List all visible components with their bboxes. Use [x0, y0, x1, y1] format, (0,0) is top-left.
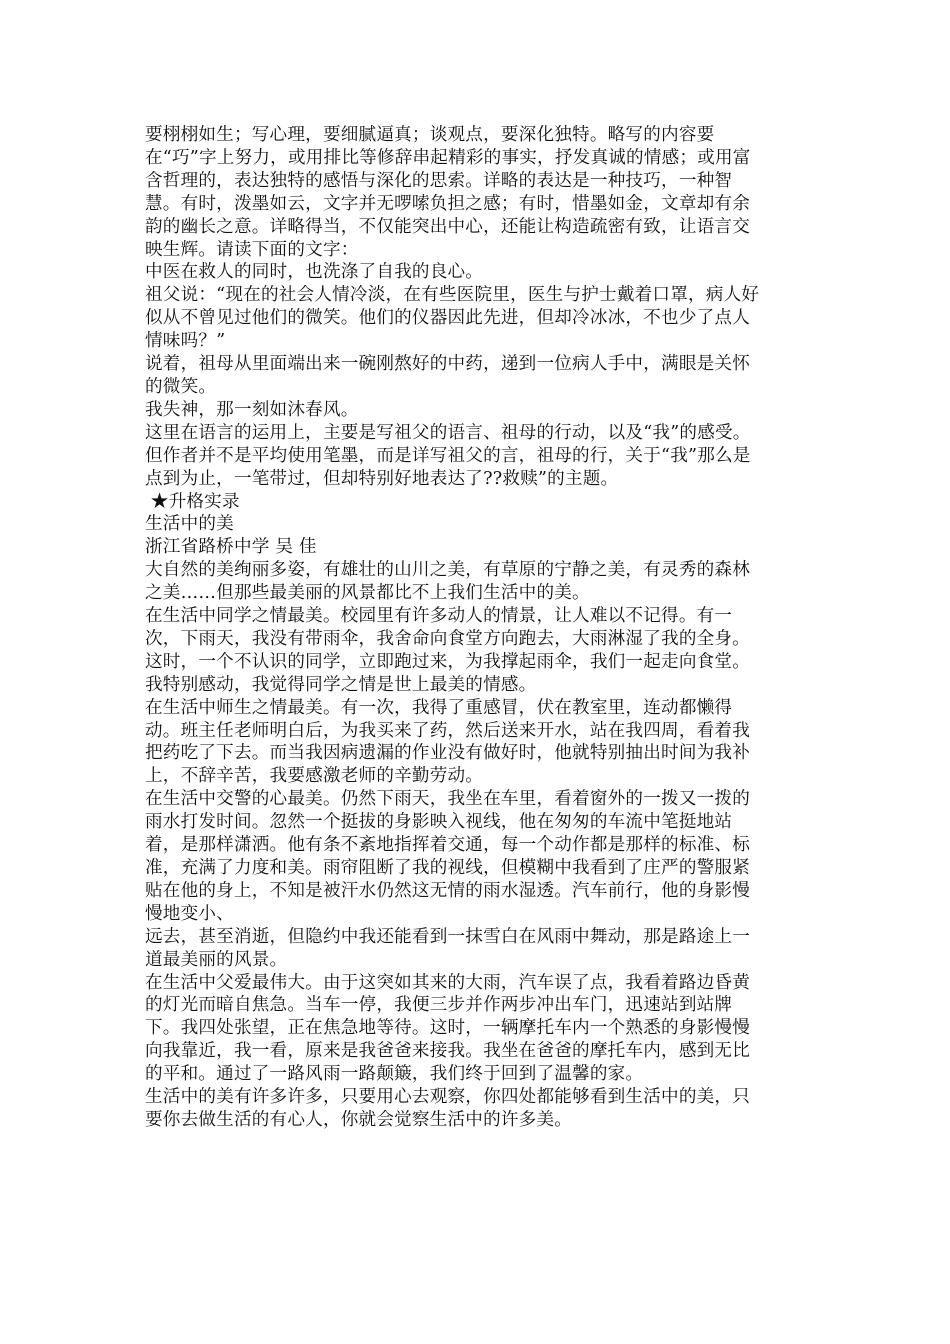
text-line: 贴在他的身上，不知是被汗水仍然这无情的雨水湿透。汽车前行，他的身影慢: [145, 880, 750, 901]
text-line: 下。我四处张望，正在焦急地等待。这时，一辆摩托车内一个熟悉的身影慢慢: [145, 1018, 750, 1039]
text-line: 在生活中父爱最伟大。由于这突如其来的大雨，汽车误了点，我看着路边昏黄: [145, 972, 750, 993]
text-line: 次，下雨天，我没有带雨伞，我舍命向食堂方向跑去，大雨淋湿了我的全身。: [145, 628, 750, 649]
text-line: 含哲理的，表达独特的感悟与深化的思索。详略的表达是一种技巧，一种智: [145, 170, 733, 191]
text-line: 点到为止，一笔带过，但却特别好地表达了??救赎”的主题。: [145, 468, 619, 489]
text-line: 似从不曾见过他们的微笑。他们的仪器因此先进，但却冷冰冰，不也少了点人: [145, 308, 750, 329]
text-line: 在生活中师生之情最美。有一次，我得了重感冒，伏在教室里，连动都懒得: [145, 697, 733, 718]
text-line: 我特别感动，我觉得同学之情是世上最美的情感。: [145, 674, 537, 695]
document-body: [145, 124, 810, 1132]
text-line: 道最美丽的风景。: [145, 949, 288, 970]
text-line: 之美……但那些最美丽的风景都比不上我们生活中的美。: [145, 583, 590, 604]
text-line: 的灯光而暗自焦急。当车一停，我便三步并作两步冲出车门，迅速站到站牌: [145, 995, 733, 1016]
text-line: 慧。有时，泼墨如云，文字并无啰嗦负担之感；有时，惜墨如金，文章却有余: [145, 193, 750, 214]
text-line: 的微笑。: [145, 376, 217, 397]
text-line: 远去，甚至消逝，但隐约中我还能看到一抹雪白在风雨中舞动，那是路途上一: [145, 926, 750, 947]
text-line: 雨水打发时间。忽然一个挺拔的身影映入视线，他在匆匆的车流中笔挺地站: [145, 812, 733, 833]
text-line: 要你去做生活的有心人，你就会觉察生活中的许多美。: [145, 1109, 573, 1130]
text-line: 慢地变小、: [145, 903, 234, 924]
text-line: 这时，一个不认识的同学，立即跑过来，为我撑起雨伞，我们一起走向食堂。: [145, 651, 750, 672]
text-line: 在生活中同学之情最美。校园里有许多动人的情景，让人难以不记得。有一: [145, 606, 733, 627]
text-line: 的平和。通过了一路风雨一路颠簸，我们终于回到了温馨的家。: [145, 1064, 644, 1085]
text-line: 中医在救人的同时，也洗涤了自我的良心。: [145, 262, 484, 283]
text-line: 韵的幽长之意。详略得当，不仅能突出中心，还能让构造疏密有致，让语言交: [145, 216, 750, 237]
text-line: 这里在语言的运用上，主要是写祖父的语言、祖母的行动，以及“我”的感受。: [145, 422, 751, 443]
text-line: 在“巧”字上努力，或用排比等修辞串起精彩的事实，抒发真诚的情感；或用富: [145, 147, 751, 168]
text-line: 把药吃了下去。而当我因病遗漏的作业没有做好时，他就特别抽出时间为我补: [145, 743, 750, 764]
text-line: 着，是那样潇洒。他有条不紊地指挥着交通，每一个动作都是那样的标准、标: [145, 835, 750, 856]
text-line: 准，充满了力度和美。雨帘阻断了我的视线，但模糊中我看到了庄严的警服紧: [145, 858, 750, 878]
text-line: 生活中的美有许多许多，只要用心去观察，你四处都能够看到生活中的美，只: [145, 1087, 750, 1108]
text-line: 大自然的美绚丽多姿，有雄壮的山川之美，有草原的宁静之美，有灵秀的森林: [145, 560, 750, 581]
essay-author: 浙江省路桥中学 吴 佳: [145, 537, 317, 558]
text-line: 上，不辞辛苦，我要感激老师的辛勤劳动。: [145, 766, 484, 787]
text-line: 但作者并不是平均使用笔墨，而是详写祖父的言，祖母的行，关于“我”那么是: [145, 445, 751, 466]
text-line: 映生辉。请读下面的文字：: [145, 239, 359, 260]
text-line: 要栩栩如生；写心理，要细腻逼真；谈观点，要深化独特。略写的内容要: [145, 125, 715, 145]
section-heading: ★升格实录: [145, 491, 240, 512]
text-line: 说着，祖母从里面端出来一碗刚熬好的中药，递到一位病人手中，满眼是关怀: [145, 354, 750, 375]
text-line: 祖父说：“现在的社会人情冷淡，在有些医院里，医生与护士戴着口罩，病人好: [145, 285, 760, 306]
text-line: 情味吗？”: [145, 331, 226, 352]
text-line: 在生活中交警的心最美。仍然下雨天，我坐在车里，看着窗外的一拨又一拨的: [145, 789, 750, 810]
text-line: 动。班主任老师明白后，为我买来了药，然后送来开水，站在我四周，看着我: [145, 720, 750, 741]
essay-title: 生活中的美: [145, 514, 234, 535]
text-line: 向我靠近，我一看，原来是我爸爸来接我。我坐在爸爸的摩托车内，感到无比: [145, 1041, 750, 1062]
text-line: 我失神，那一刻如沐春风。: [145, 399, 359, 420]
